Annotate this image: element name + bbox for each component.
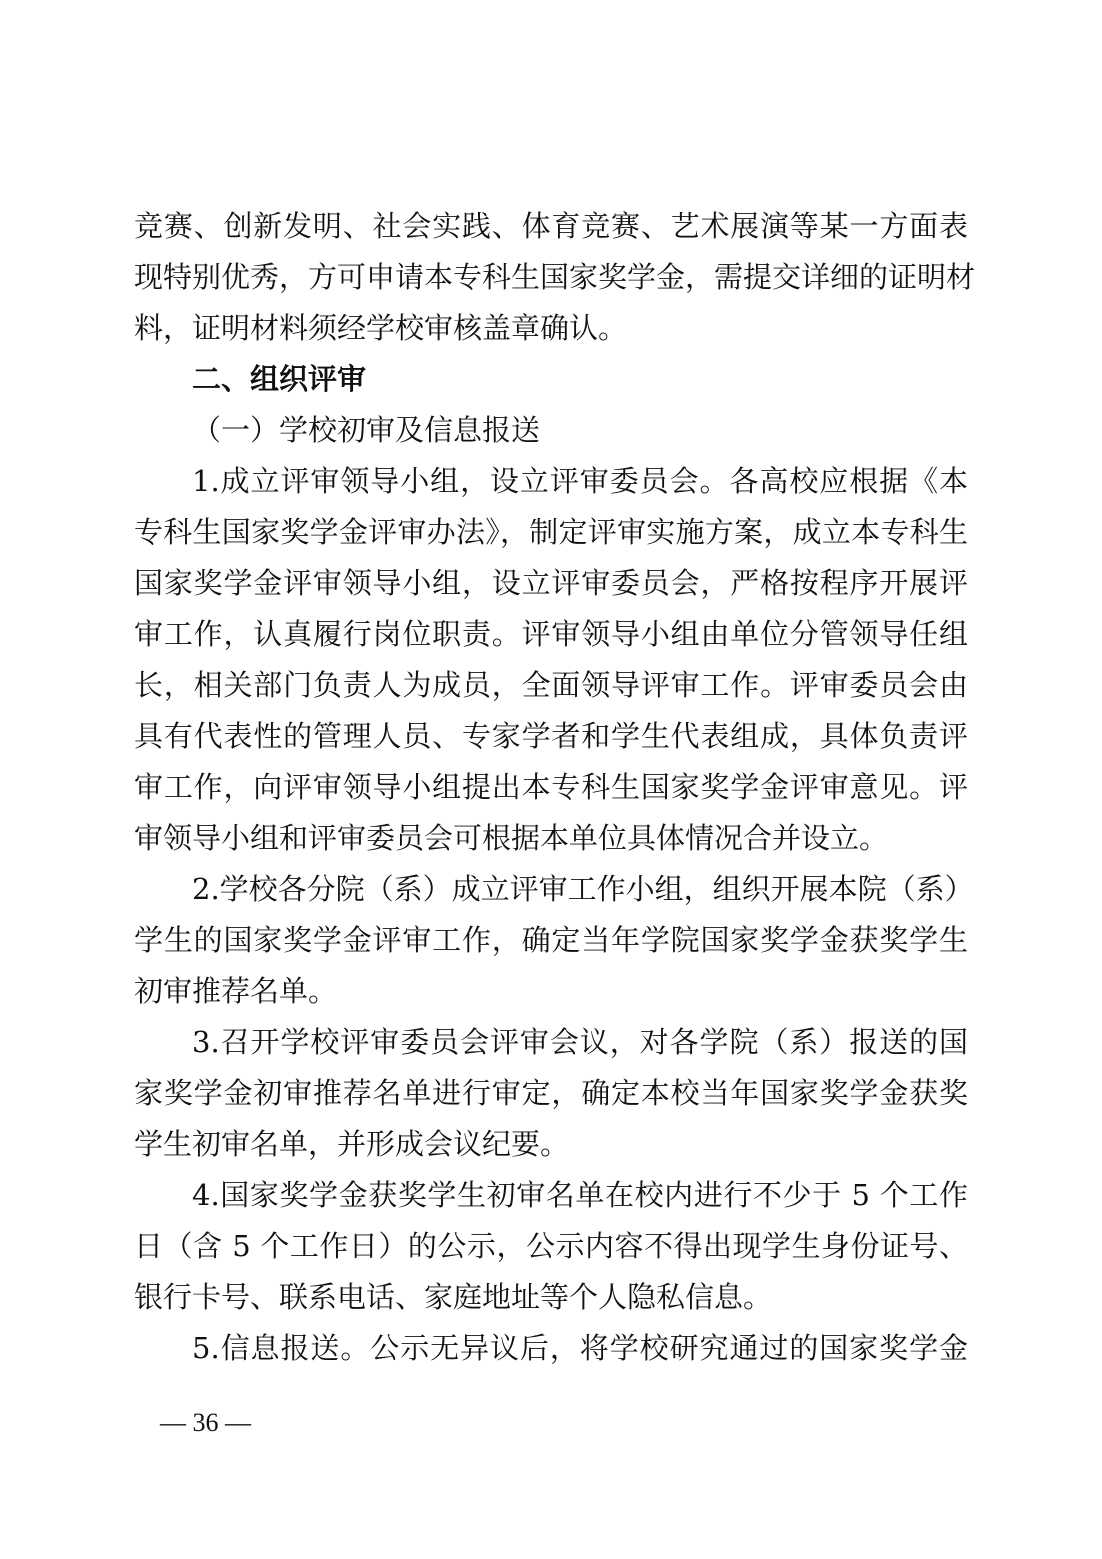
body-text <box>134 201 976 1374</box>
paragraph-line: 初审推荐名单。 <box>134 974 338 1008</box>
paragraph-line: 长，相关部门负责人为成员，全面领导评审工作。评审委员会由 <box>134 668 968 702</box>
paragraph-line: 银行卡号、联系电话、家庭地址等个人隐私信息。 <box>134 1280 773 1314</box>
paragraph-line: 3.召开学校评审委员会评审会议，对各学院（系）报送的国 <box>192 1025 968 1059</box>
paragraph-line: 学生的国家奖学金评审工作，确定当年学院国家奖学金获奖学生 <box>134 923 968 957</box>
paragraph-line: 现特别优秀，方可申请本专科生国家奖学金，需提交详细的证明材 <box>134 260 976 294</box>
paragraph-line: 2.学校各分院（系）成立评审工作小组，组织开展本院（系） <box>192 872 974 906</box>
paragraph-line: 1.成立评审领导小组，设立评审委员会。各高校应根据《本 <box>192 464 968 498</box>
subsection-heading: （一）学校初审及信息报送 <box>192 413 541 447</box>
paragraph-line: 日（含 5 个工作日）的公示，公示内容不得出现学生身份证号、 <box>134 1229 968 1263</box>
paragraph-line: 5.信息报送。公示无异议后，将学校研究通过的国家奖学金 <box>192 1331 968 1365</box>
paragraph-line: 专科生国家奖学金评审办法》，制定评审实施方案，成立本专科生 <box>134 515 968 549</box>
paragraph-line: 审领导小组和评审委员会可根据本单位具体情况合并设立。 <box>134 821 889 855</box>
paragraph-line: 料，证明材料须经学校审核盖章确认。 <box>134 311 628 345</box>
paragraph-line: 审工作，向评审领导小组提出本专科生国家奖学金评审意见。评 <box>134 770 968 804</box>
paragraph-line: 竞赛、创新发明、社会实践、体育竞赛、艺术展演等某一方面表 <box>134 209 968 243</box>
paragraph-line: 国家奖学金评审领导小组，设立评审委员会，严格按程序开展评 <box>134 566 968 600</box>
paragraph-line: 学生初审名单，并形成会议纪要。 <box>134 1127 570 1161</box>
paragraph-line: 审工作，认真履行岗位职责。评审领导小组由单位分管领导任组 <box>134 617 968 651</box>
paragraph-line: 家奖学金初审推荐名单进行审定，确定本校当年国家奖学金获奖 <box>134 1076 968 1110</box>
section-heading: 二、组织评审 <box>192 362 367 396</box>
page-number: — 36 — <box>160 1408 251 1437</box>
paragraph-line: 具有代表性的管理人员、专家学者和学生代表组成，具体负责评 <box>134 719 968 753</box>
paragraph-line: 4.国家奖学金获奖学生初审名单在校内进行不少于 5 个工作 <box>192 1178 968 1212</box>
